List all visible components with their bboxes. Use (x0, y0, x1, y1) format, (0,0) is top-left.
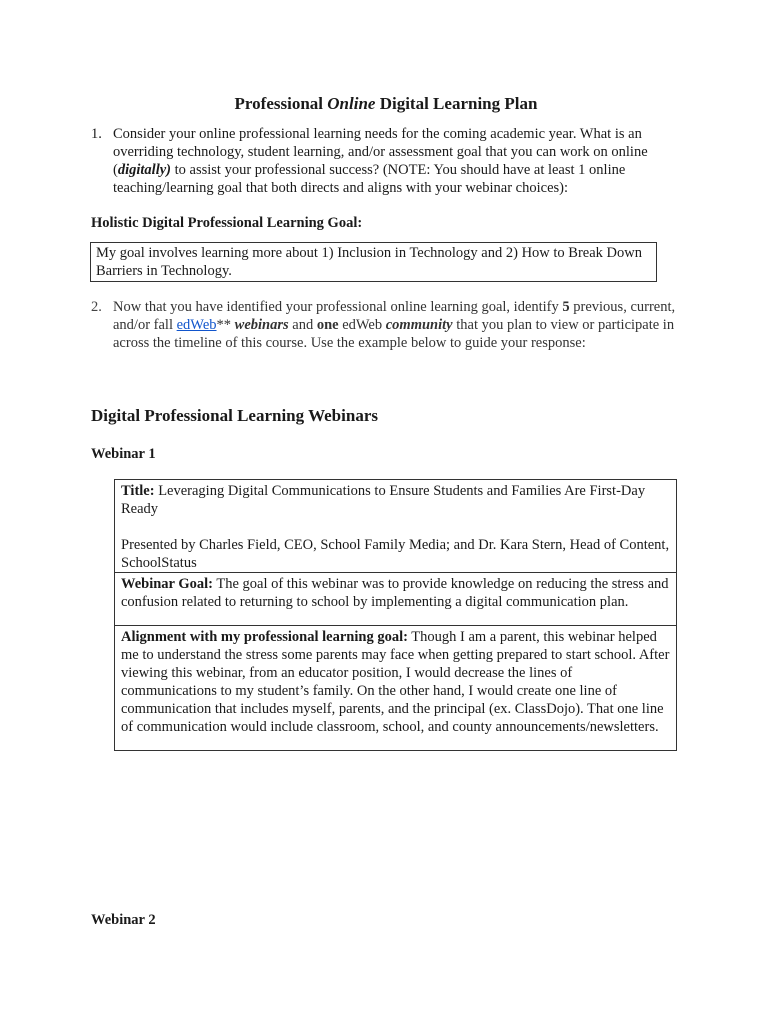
webinar-1-alignment-text: Though I am a parent, this webinar helped me to understand the stress some parents may face when getting prepared to start school. After viewing this webinar, from an educator position, I would decrease the lines of communications to my student’s family. On the other hand, I would create one line of communication that includes myself, parents, and the principal (ex. ClassDojo). That one line of communication would include classroom, school, and county announcements/newsletters. (121, 629, 670, 735)
webinar-2-heading: Webinar 2 (91, 912, 156, 928)
section-heading: Digital Professional Learning Webinars (91, 406, 378, 425)
question-2 (91, 298, 681, 352)
webinar-1-alignment-label: Alignment with my professional learning goal: (121, 629, 408, 645)
question-1-text-b: digitally) (117, 162, 172, 178)
webinar-1-title-text: Leveraging Digital Communications to Ensure Students and Families Are First-Day Ready (121, 483, 646, 517)
webinar-1-goal-text: The goal of this webinar was to provide knowledge on reducing the stress and confusion related to returning to school by implementing a digital communication plan. (121, 576, 669, 610)
question-2-text-c: ** (216, 317, 235, 333)
edweb-link[interactable]: edWeb (176, 317, 217, 333)
question-2-webinars: webinars (234, 317, 289, 333)
webinar-1-alignment-cell (115, 625, 676, 750)
question-2-text-b: previous, current, and/or fall (113, 299, 676, 333)
question-2-count: 5 (562, 299, 570, 315)
question-1-text-c: to assist your professional success? (NOTE: You should have at least 1 online teaching/learning goal that both directs and aligns with your webinar choices): (113, 162, 626, 196)
question-2-text-a: Now that you have identified your professional online learning goal, identify (113, 299, 563, 315)
question-1-text (113, 125, 681, 197)
webinar-1-heading: Webinar 1 (91, 446, 156, 462)
webinar-1-title-line (121, 482, 670, 518)
question-2-number: 2. (91, 299, 102, 315)
webinar-1-presenters: Presented by Charles Field, CEO, School Family Media; and Dr. Kara Stern, Head of Content, SchoolStatus (121, 537, 670, 571)
question-2-text-d: and (288, 317, 317, 333)
question-2-one: one (316, 317, 339, 333)
page-title (0, 94, 768, 114)
title-part-2: Online (327, 94, 376, 113)
title-part-3: Digital Learning Plan (375, 94, 538, 113)
question-1-text-a: Consider your online professional learning needs for the coming academic year. What is an overriding technology, student learning, and/or assessment goal that you can work on online ( (113, 126, 648, 178)
title-part-1: Professional (234, 94, 328, 113)
webinar-1-goal-cell (115, 572, 676, 625)
webinar-1-goal-label: Webinar Goal: (121, 576, 213, 592)
goal-text: My goal involves learning more about 1) Inclusion in Technology and 2) How to Break Down Barriers in Technology. (96, 245, 642, 279)
goal-heading: Holistic Digital Professional Learning Goal: (91, 215, 363, 231)
question-2-community: community (385, 317, 453, 333)
webinar-1-title-label: Title: (121, 483, 155, 499)
question-2-text-f: that you plan to view or participate in across the timeline of this course. Use the example below to guide your response: (113, 317, 675, 351)
spacer (121, 518, 670, 536)
question-2-text-e: edWeb (338, 317, 386, 333)
webinar-1-table (114, 479, 677, 751)
question-1-number: 1. (91, 126, 102, 142)
webinar-1-title-cell (115, 480, 676, 572)
question-2-text (113, 298, 681, 352)
question-1 (91, 125, 681, 197)
goal-box (90, 242, 657, 282)
